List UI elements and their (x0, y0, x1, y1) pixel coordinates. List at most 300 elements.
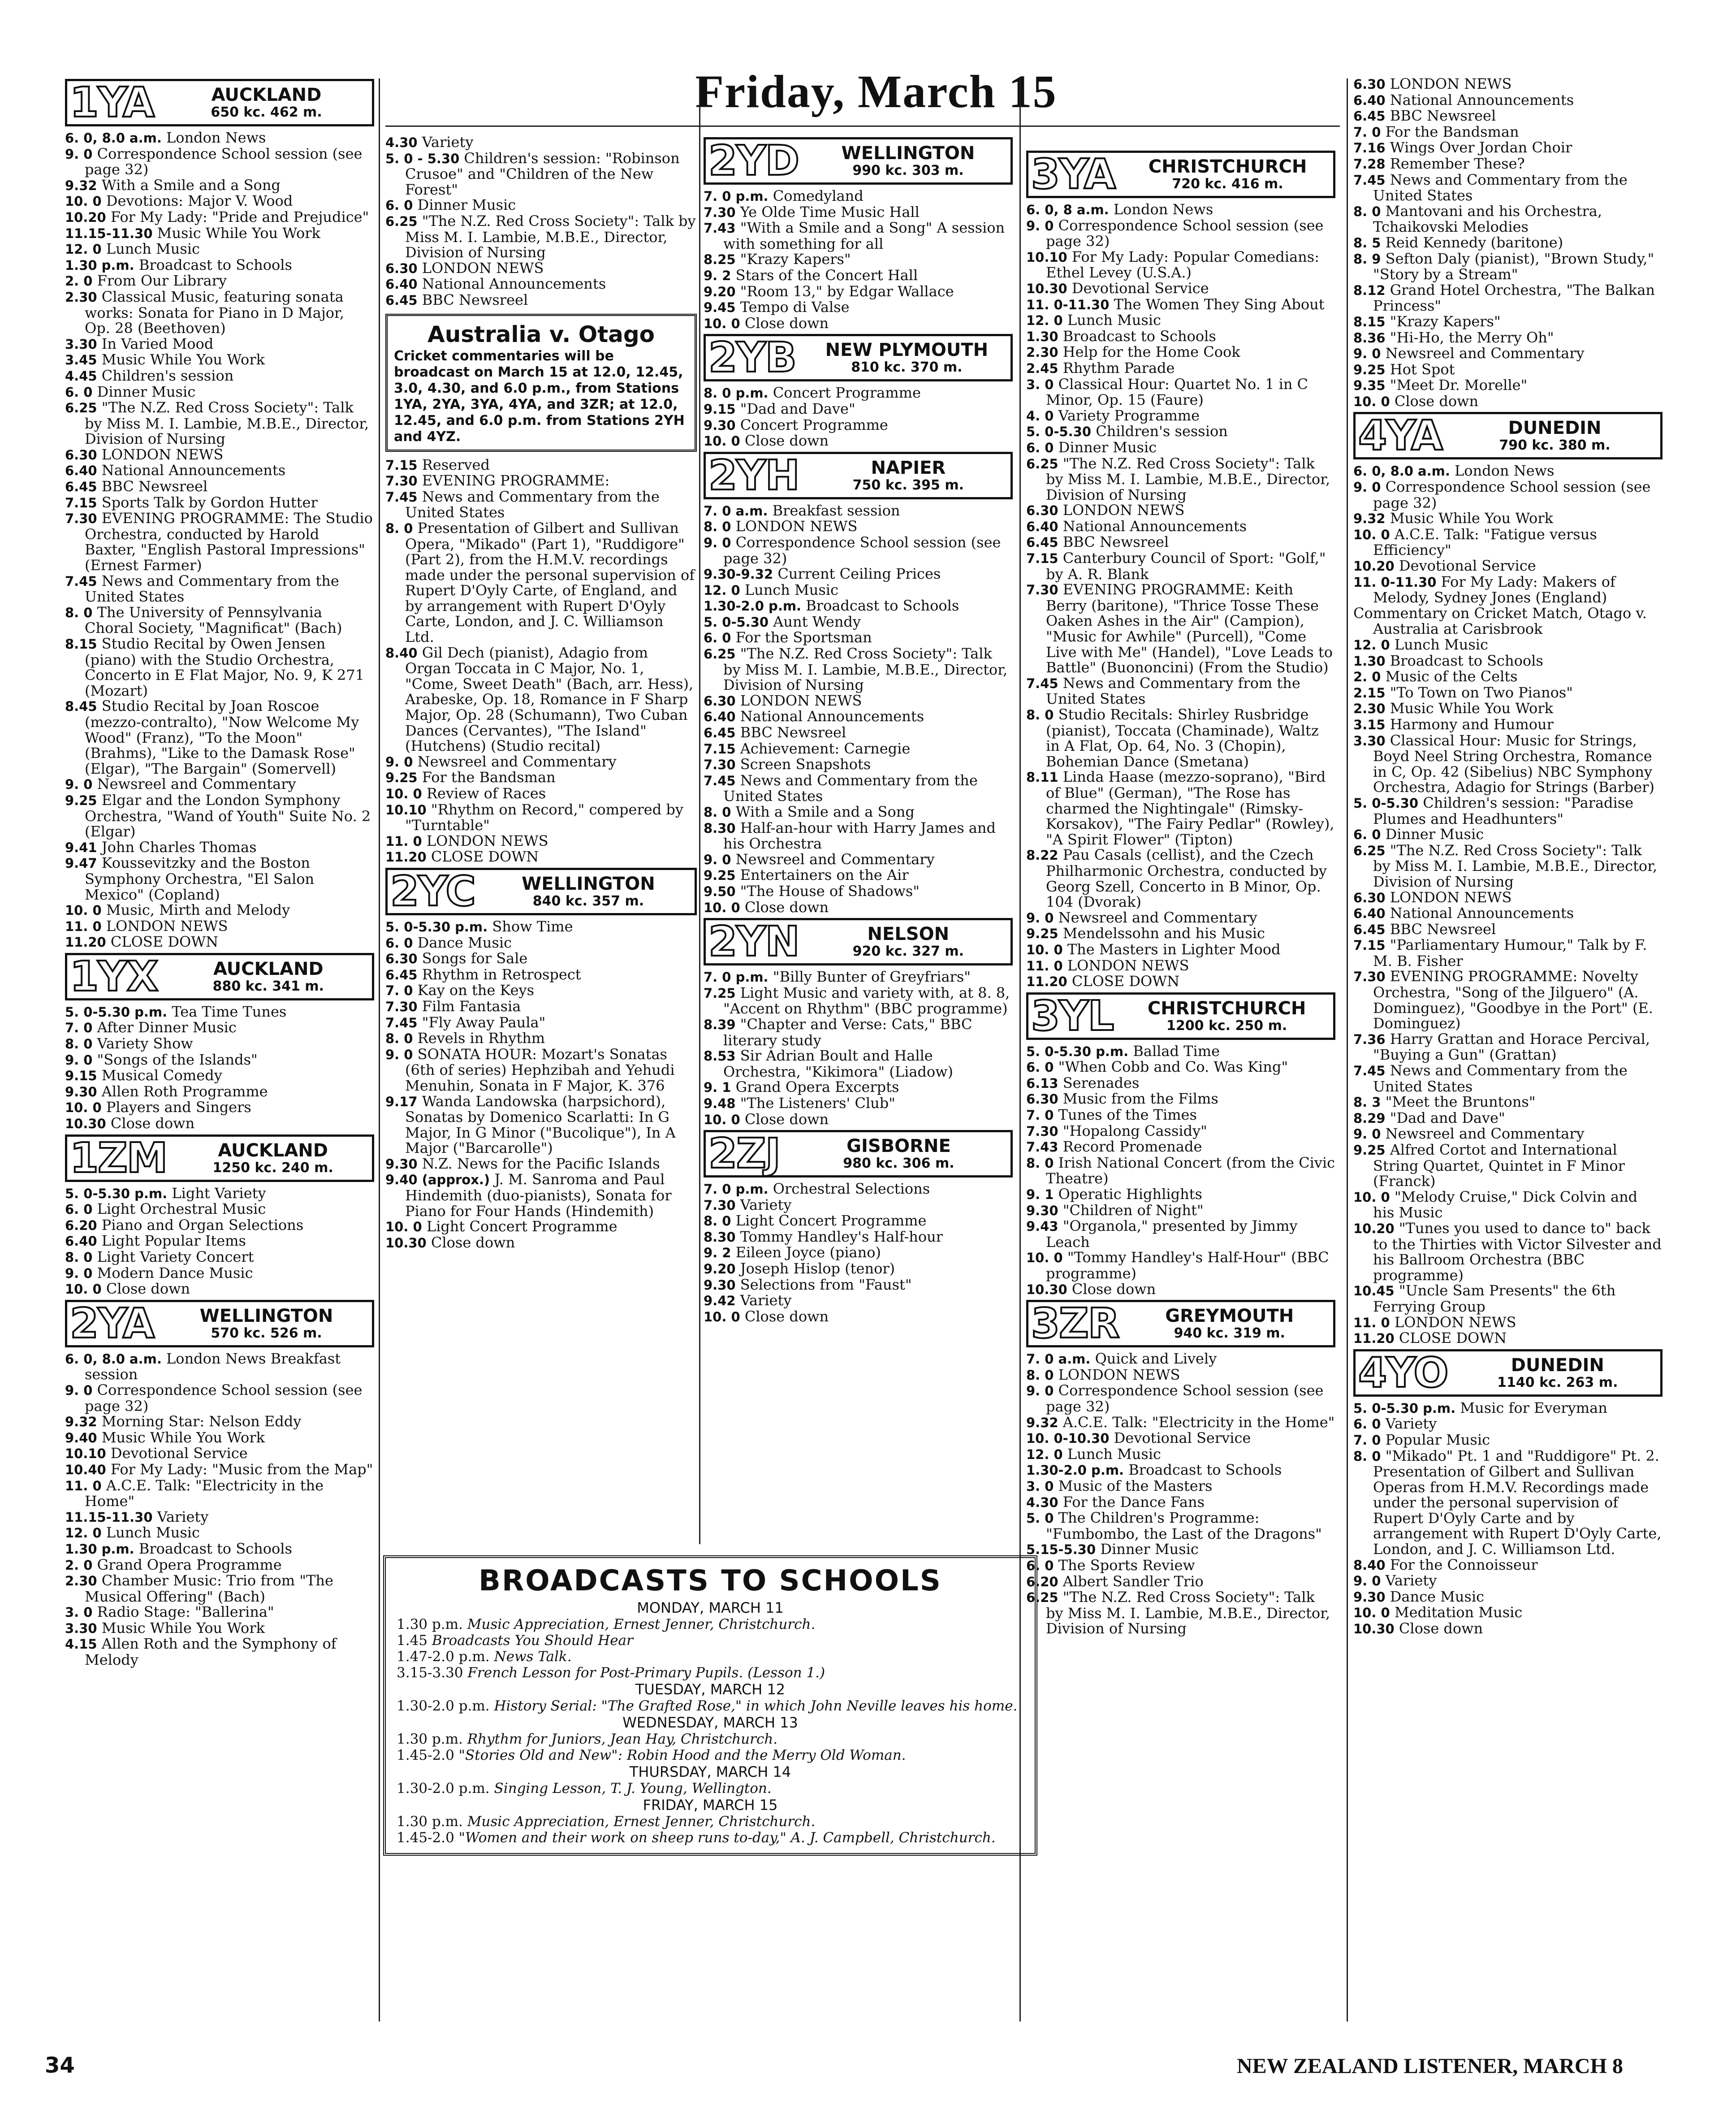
entry-time: 6.30 (704, 693, 736, 709)
entry-time: 10.20 (1353, 558, 1395, 574)
programme-entry (704, 693, 1013, 709)
entry-time: 7. 0 (65, 1020, 93, 1036)
entry-description: Harmony and Humour (1390, 715, 1554, 733)
entry-description: Tommy Handley's Half-hour (740, 1228, 943, 1245)
entry-description: Broadcast to Schools (1128, 1461, 1282, 1479)
entry-time: 6.30 (1026, 1091, 1058, 1107)
programme-entry (1026, 550, 1335, 582)
entry-time: 7.15 (1026, 551, 1058, 567)
entry-description: Broadcast to Schools (1062, 327, 1216, 345)
entry-description: For the Connoisseur (1390, 1556, 1538, 1573)
entry-description: With a Smile and a Song (735, 803, 915, 820)
entry-time: 9.50 (704, 883, 736, 899)
programme-entry (65, 636, 374, 698)
entry-time: 6.30 (1026, 503, 1058, 519)
entry-time: 9. 1 (1026, 1187, 1054, 1203)
station-city: WELLINGTON (522, 873, 655, 894)
entry-time: 6.30 (65, 447, 97, 463)
entry-time: 9. 0 (1353, 480, 1381, 495)
programme-entry (704, 1309, 1013, 1325)
entry-description: Songs for Sale (422, 950, 528, 967)
programme-entry (385, 1015, 697, 1031)
entry-time: 12. 0 (1026, 1446, 1063, 1462)
entry-description: Rhythm in Retrospect (422, 965, 581, 983)
entry-time: 5. 0 - 5.30 (385, 151, 460, 166)
entry-time: 8.45 (65, 699, 97, 714)
schools-entry (397, 1814, 1024, 1830)
programme-entry (385, 457, 697, 473)
programme-entry (1026, 312, 1335, 329)
entry-time: 9. 0 (65, 146, 93, 162)
entry-time: 6.45 (65, 479, 97, 495)
entry-time: 5. 0-5.30 (704, 614, 769, 630)
station-logo: 2YH (708, 451, 799, 499)
entry-description: Presentation of Gilbert and Sullivan Opera, "Mikado" (Part 1), "Ruddigore" (Part 2), from the H.M.V. recordings made under the personal supervision of Rupert D'Oyly Carte, of England, and by arrangement with Rupert D'Oyly Carte, London, and J. C. Williamson Ltd. (405, 519, 695, 646)
entry-description: Stars of the Concert Hall (735, 266, 918, 284)
programme-entry (1026, 281, 1335, 297)
programme-entry (1026, 360, 1335, 377)
entry-description: For the Bandsman (422, 769, 556, 786)
entry-time: 10.30 (1026, 1281, 1067, 1297)
programme-entry (704, 969, 1013, 985)
station-header (65, 1300, 374, 1347)
entry-description: Variety Show (97, 1035, 193, 1052)
programme-entry (1353, 1330, 1663, 1346)
entry-time: 9.42 (704, 1293, 736, 1309)
programme-entry (385, 1172, 697, 1219)
entry-description: LONDON NEWS (1058, 1366, 1180, 1383)
programme-entry (65, 1233, 374, 1249)
entry-description: "Melody Cruise," Dick Colvin and his Music (1373, 1188, 1638, 1221)
entry-time: 6.45 (1353, 108, 1386, 124)
entry-description: Commentary on Cricket Match, Otago v. Australia at Carisbrook (1353, 604, 1647, 638)
programme-entry (65, 840, 374, 856)
entry-description: Newsreel and Commentary (1385, 345, 1585, 362)
entry-description: Music for Everyman (1460, 1399, 1607, 1416)
entry-time: 7.36 (1353, 1031, 1386, 1047)
programme-entry (65, 918, 374, 935)
schools-day: THURSDAY, MARCH 14 (629, 1763, 791, 1780)
programme-entry (1353, 92, 1663, 108)
entry-description: Music of the Celts (1385, 668, 1518, 685)
entry-description: "To Town on Two Pianos" (1390, 684, 1573, 701)
programme-entry (704, 1017, 1013, 1048)
programme-entry (65, 273, 374, 289)
entry-time: 7.30 (1353, 969, 1386, 985)
station-logo: 2YB (708, 333, 796, 382)
entry-time: 7.28 (1353, 156, 1386, 172)
entry-time: 9. 0 (65, 1382, 93, 1398)
schools-day: FRIDAY, MARCH 15 (643, 1797, 778, 1814)
schools-entry (397, 1616, 1024, 1632)
entry-time: 6.40 (65, 1234, 97, 1249)
entry-description: Close down (431, 1234, 515, 1251)
entry-description: National Announcements (422, 275, 606, 293)
programme-entry (1353, 1416, 1663, 1432)
entry-time: 12. 0 (1026, 313, 1063, 329)
programme-entry (704, 220, 1013, 251)
notice-body: Cricket commentaries will be broadcast on March 15 at 12.0, 12.45, 3.0, 4.30, and 6.0 p.m., from Stations 1YA, 2YA, 3YA, 4YA, and 3ZR; at 12.0, 12.45, and 6.0 p.m. from Stations 2YH and 4YZ. (394, 348, 685, 445)
programme-entry (385, 292, 697, 308)
entry-time: 7.45 (65, 573, 97, 589)
entry-description: EVENING PROGRAMME: Keith Berry (baritone), "Thrice Tosse These Oaken Ashes in the Air" (Campion), "Music for Awhile" (Purcell), "Come Live with Me" (Handel), "Love Leads to Battle" (Buononcini) (From the Studio) (1046, 581, 1333, 676)
station-info (171, 1137, 372, 1180)
entry-time: 8. 0 (1026, 707, 1054, 723)
programme-entry (1026, 942, 1335, 958)
entry-description: Studio Recitals: Shirley Rusbridge (pianist), Toccata (Chaminade), Waltz in A Flat, Op. 64, No. 3 (Chopin), Bohemian Dance (Smetana) (1046, 706, 1319, 770)
entry-time: 9.30 (704, 1277, 736, 1293)
entry-description: "The N.Z. Red Cross Society": Talk by Miss M. I. Lambie, M.B.E., Director, Division of Nursing (405, 212, 696, 261)
entry-time: 7.15 (1353, 938, 1386, 953)
entry-description: LONDON NEWS (740, 692, 862, 709)
entry-description: Mantovani and his Orchestra, Tchaikovski Melodies (1373, 202, 1602, 236)
entry-description: Variety (1385, 1572, 1437, 1589)
programme-entry (1026, 1351, 1335, 1367)
entry-time: 12. 0 (65, 242, 102, 257)
entry-description: N.Z. News for the Pacific Islands (422, 1155, 660, 1172)
entry-description: CLOSE DOWN (431, 848, 539, 866)
programme-entry (704, 1048, 1013, 1079)
programme-entry (704, 1112, 1013, 1128)
programme-entry (385, 134, 697, 151)
programme-entry (1353, 282, 1663, 314)
programme-entry (704, 1229, 1013, 1245)
programme-entry (1026, 456, 1335, 503)
entry-time: 9.35 (1353, 378, 1386, 394)
entry-time: 8.11 (1026, 770, 1058, 785)
entry-time: 6. 0, 8.0 a.m. (65, 1351, 162, 1367)
entry-time: 9.32 (65, 1414, 97, 1430)
entry-description: National Announcements (1390, 91, 1574, 108)
programme-entry (704, 709, 1013, 725)
programme-entry (704, 1261, 1013, 1277)
entry-time: 9.30 (65, 1084, 97, 1100)
entry-time: 10. 0 (704, 1309, 740, 1325)
programme-entry (385, 197, 697, 213)
entry-time: 5. 0 (1026, 1511, 1054, 1526)
entry-description: Radio Stage: "Ballerina" (97, 1603, 274, 1621)
entry-description: National Announcements (101, 462, 286, 479)
entry-description: Children's session (101, 367, 234, 384)
programme-entry (1026, 958, 1335, 974)
entry-time: 9.25 (704, 868, 736, 883)
entry-description: "Meet the Bruntons" (1385, 1093, 1536, 1111)
programme-entry (65, 1265, 374, 1281)
entry-description: Dinner Music (1385, 826, 1484, 843)
programme-entry (704, 284, 1013, 300)
programme-entry (65, 289, 374, 336)
station-header (704, 1130, 1013, 1178)
entry-description: Newsreel and Commentary (1058, 909, 1257, 926)
schools-time: 1.45-2.0 (397, 1747, 454, 1763)
entry-description: "Chapter and Verse: Cats," BBC literary study (723, 1015, 972, 1049)
entry-time: 9. 0 (1026, 1383, 1054, 1399)
entry-description: Eileen Joyce (piano) (735, 1244, 881, 1261)
schools-description: News Talk. (494, 1649, 572, 1665)
entry-time: 7.15 (385, 457, 418, 473)
entry-description: Classical Hour: Quartet No. 1 in C Minor, Op. 15 (Faure) (1046, 375, 1308, 409)
programme-entry (1353, 1189, 1663, 1221)
entry-description: The University of Pennsylvania Choral Society, "Magnificat" (Bach) (85, 603, 342, 637)
programme-entry (65, 698, 374, 776)
schools-time: 1.45-2.0 (397, 1830, 454, 1846)
entry-description: CLOSE DOWN (110, 933, 219, 951)
entry-description: "Mikado" Pt. 1 and "Ruddigore" Pt. 2. Presentation of Gilbert and Sullivan Operas from H.M.V. Recordings made under the personal supervision of Rupert D'Oyly Carte and by arrangement with Rupert D'Oyly Carte, London, and J. C. Williamson Ltd. (1373, 1447, 1662, 1558)
entry-description: "Parliamentary Humour," Talk by F. M. B. Fisher (1373, 936, 1647, 970)
entry-time: 11.20 (1026, 974, 1067, 990)
entry-time: 5. 0-5.30 p.m. (1353, 1400, 1456, 1416)
entry-description: Film Fantasia (422, 997, 521, 1015)
entry-description: BBC Newsreel (422, 291, 528, 308)
station-header (704, 452, 1013, 499)
programme-entry (65, 193, 374, 209)
entry-time: 6.25 (65, 400, 97, 416)
entry-time: 10. 0 (385, 786, 422, 801)
programme-entry (1026, 1541, 1335, 1558)
entry-time: 7.45 (385, 1015, 418, 1030)
entry-description: Grand Opera Programme (97, 1556, 282, 1573)
entry-description: Sir Adrian Boult and Halle Orchestra, "Kikimora" (Liadow) (723, 1047, 954, 1080)
programme-entry (704, 566, 1013, 582)
entry-description: Operatic Highlights (1058, 1186, 1202, 1203)
entry-time: 9. 0 (65, 1052, 93, 1068)
station-city: GREYMOUTH (1165, 1306, 1294, 1327)
entry-time: 10. 0 (1353, 394, 1390, 409)
entry-time: 6. 0 (1026, 440, 1054, 455)
entry-time: 7.30 (704, 757, 736, 773)
programme-entry (1353, 685, 1663, 701)
entry-time: 6.20 (1026, 1574, 1058, 1589)
entry-time: 8.22 (1026, 848, 1058, 863)
schools-time: 1.30 p.m. (397, 1616, 463, 1632)
entry-time: 7.30 (1026, 582, 1058, 598)
entry-time: 9. 0 (1353, 1126, 1381, 1142)
schools-time: 1.30-2.0 p.m. (397, 1698, 490, 1714)
programme-entry (1026, 519, 1335, 535)
entry-time: 8. 0 p.m. (704, 385, 769, 401)
entry-time: 2. 0 (65, 273, 93, 289)
entry-time: 3. 0 (65, 1605, 93, 1620)
entry-description: Close down (744, 1110, 829, 1128)
station-city: CHRISTCHURCH (1148, 156, 1307, 177)
entry-description: Devotional Service (110, 1445, 248, 1462)
entry-time: 11. 0 (65, 918, 102, 934)
entry-time: 7. 0 (1353, 1432, 1381, 1448)
programme-entry (385, 1235, 697, 1251)
station-frequency: 920 kc. 327 m. (852, 944, 964, 960)
entry-description: Music, Mirth and Melody (106, 901, 290, 919)
programme-entry (65, 241, 374, 257)
programme-entry (704, 852, 1013, 868)
entry-description: For My Lady: Makers of Melody, Sydney Jones (England) (1373, 573, 1615, 606)
programme-entry (385, 1030, 697, 1047)
programme-entry (1353, 1126, 1663, 1142)
programme-entry (1353, 1110, 1663, 1126)
entry-time: 6. 0 (1353, 827, 1381, 843)
entry-description: BBC Newsreel (740, 724, 846, 741)
entry-description: Popular Music (1385, 1431, 1490, 1448)
entry-time: 11. 0-11.30 (1353, 574, 1437, 590)
entry-time: 6. 0 (1026, 1060, 1054, 1075)
entry-time: 6. 0 (704, 630, 731, 646)
entry-time: 7. 0 p.m. (704, 970, 769, 985)
programme-entry (704, 1277, 1013, 1293)
entry-time: 1.30 (1026, 329, 1058, 344)
entry-description: Lunch Music (1067, 312, 1161, 329)
entry-description: Entertainers on the Air (740, 866, 909, 884)
programme-entry (65, 1573, 374, 1604)
entry-time: 6. 0, 8.0 a.m. (65, 130, 162, 146)
entry-description: Selections from "Faust" (740, 1276, 912, 1293)
programme-entry (704, 316, 1013, 332)
entry-description: Close down (744, 314, 829, 332)
programme-entry (704, 385, 1013, 401)
schools-entry (397, 1747, 1024, 1763)
entry-time: 6.45 (385, 292, 418, 308)
programme-entry (704, 1079, 1013, 1095)
programme-entry (1026, 329, 1335, 345)
programme-entry (65, 1509, 374, 1525)
entry-description: Tunes of the Times (1058, 1106, 1197, 1124)
station-header (65, 953, 374, 1000)
programme-entry (65, 495, 374, 511)
entry-description: Show Time (492, 918, 573, 935)
programme-entry (704, 985, 1013, 1017)
programme-entry (385, 983, 697, 999)
entry-description: Close down (110, 1115, 195, 1132)
schools-time: 3.15-3.30 (397, 1665, 463, 1681)
programme-entry (65, 1186, 374, 1202)
entry-time: 4. 0 (1026, 408, 1054, 424)
entry-description: A.C.E. Talk: "Fatigue versus Efficiency" (1373, 525, 1597, 559)
schools-description: Broadcasts You Should Hear (432, 1632, 633, 1649)
entry-description: London News (1113, 201, 1213, 218)
entry-description: Current Ceiling Prices (777, 565, 941, 583)
page-title: Friday, March 15 (695, 66, 1057, 117)
page-number: 34 (45, 2053, 75, 2078)
entry-description: "When Cobb and Co. Was King" (1058, 1058, 1288, 1076)
entry-time: 6.25 (1353, 843, 1386, 858)
entry-time: 6.25 (1026, 1590, 1058, 1606)
entry-description: Elgar and the London Symphony Orchestra, "Wand of Youth" Suite No. 2 (Elgar) (85, 791, 371, 840)
entry-description: Dance Music (417, 934, 512, 951)
programme-entry (1353, 377, 1663, 394)
entry-description: BBC Newsreel (101, 478, 208, 495)
entry-time: 8. 0 (65, 605, 93, 620)
entry-time: 8. 0 (1026, 1367, 1054, 1383)
programme-entry (65, 447, 374, 463)
entry-time: 7.43 (704, 221, 736, 236)
entry-time: 7. 0 a.m. (1026, 1351, 1091, 1367)
entry-description: EVENING PROGRAMME: The Studio Orchestra, conducted by Harold Baxter, "English Pastoral Impressions" (Ernest Farmer) (85, 510, 373, 574)
programme-entry (704, 725, 1013, 741)
programme-entry (65, 130, 374, 146)
programme-entry (1353, 606, 1663, 637)
programme-entry (65, 146, 374, 177)
entry-time: 9.20 (704, 1261, 736, 1277)
programme-entry (1353, 346, 1663, 362)
station-frequency: 880 kc. 341 m. (212, 978, 324, 994)
programme-entry (65, 1249, 374, 1265)
entry-description: Allen Roth Programme (101, 1082, 268, 1100)
programme-entry (1026, 1139, 1335, 1155)
programme-entry (1026, 910, 1335, 926)
entry-description: Dinner Music (417, 196, 516, 214)
programme-entry (704, 535, 1013, 566)
programme-entry (1026, 582, 1335, 675)
programme-entry (385, 276, 697, 292)
entry-description: Light Concert Programme (426, 1218, 618, 1235)
column-1 (65, 76, 374, 1668)
entry-time: 6. 0 (1353, 1416, 1381, 1432)
programme-entry (65, 1052, 374, 1068)
entry-description: "With a Smile and a Song" A session with something for all (723, 219, 1005, 252)
entry-description: "Uncle Sam Presents" the 6th Ferrying Group (1373, 1282, 1616, 1315)
entry-time: 9.40 (65, 1430, 97, 1446)
entry-description: Variety (157, 1508, 209, 1525)
entry-time: 9. 0 (385, 1047, 413, 1062)
entry-description: "The N.Z. Red Cross Society": Talk by Miss M. I. Lambie, M.B.E., Director, Division of Nursing (85, 399, 369, 448)
entry-description: Children's session: "Paradise Plumes and Headhunters" (1373, 794, 1634, 827)
programme-entry (65, 902, 374, 918)
programme-entry (1026, 1510, 1335, 1541)
entry-time: 4.30 (1026, 1494, 1058, 1510)
programme-entry (65, 257, 374, 273)
entry-description: John Charles Thomas (101, 838, 257, 856)
entry-description: The Sports Review (1058, 1556, 1195, 1574)
station-frequency: 790 kc. 380 m. (1499, 437, 1611, 454)
entry-description: Devotional Service (1071, 279, 1209, 297)
entry-description: London News (166, 129, 266, 146)
programme-entry (65, 177, 374, 194)
station-frequency: 940 kc. 319 m. (1174, 1325, 1285, 1342)
entry-description: Help for the Home Cook (1062, 343, 1240, 361)
programme-entry (1353, 922, 1663, 938)
entry-time: 10. 0 (65, 1100, 102, 1116)
station-city: NAPIER (871, 457, 946, 478)
programme-entry (704, 630, 1013, 646)
entry-description: EVENING PROGRAMME: Novelty Orchestra, "Song of the Jilguero" (A. Dominguez), "Goodbye in the Port" (E. Dominguez) (1373, 968, 1653, 1032)
entry-time: 7.30 (1026, 1123, 1058, 1139)
station-header (1353, 1349, 1663, 1397)
entry-time: 9. 0 (1026, 218, 1054, 234)
entry-time: 7.45 (1353, 1063, 1386, 1079)
entry-description: Light Concert Programme (735, 1212, 927, 1230)
entry-description: Music While You Work (101, 351, 265, 368)
programme-entry (1353, 558, 1663, 574)
entry-description: "Krazy Kapers" (1390, 312, 1501, 330)
programme-entry (65, 934, 374, 950)
entry-description: Newsreel and Commentary (417, 753, 617, 770)
entry-time: 9. 2 (704, 1245, 731, 1261)
programme-entry (704, 503, 1013, 519)
entry-time: 8.39 (704, 1017, 736, 1032)
entry-description: "Meet Dr. Morelle" (1390, 377, 1528, 394)
programme-entry (704, 519, 1013, 535)
entry-time: 10. 0 (704, 433, 740, 449)
programme-entry (385, 1047, 697, 1094)
entry-time: 6.45 (385, 967, 418, 983)
station-frequency: 720 kc. 416 m. (1172, 176, 1283, 192)
programme-entry (65, 209, 374, 225)
entry-time: 11.15-11.30 (65, 1509, 153, 1525)
programme-entry (1353, 637, 1663, 653)
entry-description: "The N.Z. Red Cross Society": Talk by Miss M. I. Lambie, M.B.E., Director, Division of Nursing (1046, 455, 1330, 503)
entry-description: Tempo di Valse (740, 299, 850, 316)
programme-entry (1353, 795, 1663, 827)
programme-entry (1026, 1462, 1335, 1478)
entry-description: The Masters in Lighter Mood (1067, 940, 1281, 958)
